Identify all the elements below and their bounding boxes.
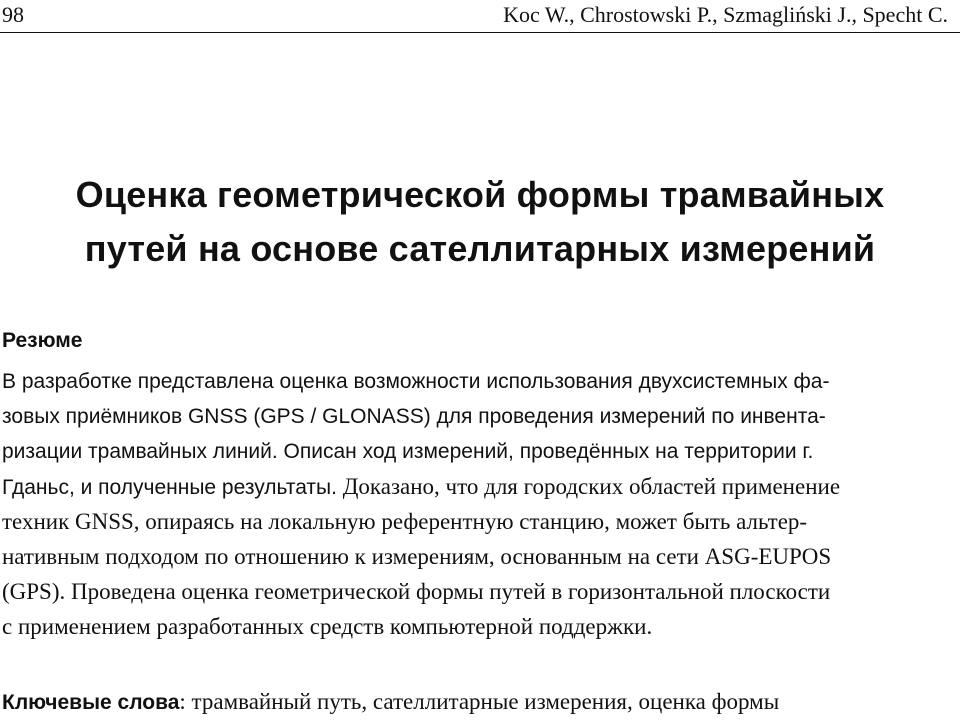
abstract-line-6: нативным подходом по отношению к измерениям, основанным на сети ASG-EUPOS	[2, 544, 832, 569]
page-number: 98	[2, 2, 24, 27]
article-title	[0, 168, 960, 276]
abstract-line-4-start: Гданьс, и полученные результаты.	[2, 476, 337, 499]
abstract-line-4	[2, 469, 958, 504]
keywords-label: Ключевые слова	[2, 691, 180, 714]
abstract-line-4-end: Доказано, что для городских областей применение	[336, 474, 841, 499]
keywords-separator: :	[179, 689, 186, 714]
keywords	[2, 686, 958, 719]
title-line-2: путей на основе сателлитарных измерений	[84, 228, 876, 269]
keywords-text: трамвайный путь, сателлитарные измерения, оценка формы	[185, 689, 780, 714]
header-authors: Koc W., Chrostowski P., Szmagliński J., Specht C.	[503, 2, 948, 27]
title-line-1: Оценка геометрической формы трамвайных	[75, 174, 885, 215]
abstract-line-5: техник GNSS, опираясь на локальную референтную станцию, может быть альтер-	[2, 509, 808, 534]
abstract-line-8: с применением разработанных средств компьютерной поддержки.	[2, 614, 653, 639]
running-header	[0, 0, 960, 33]
abstract-line-2: зовых приёмников GNSS (GPS / GLONASS) для проведения измерений по инвента-	[2, 405, 826, 428]
abstract-body	[2, 364, 958, 644]
abstract-line-7: (GPS). Проведена оценка геометрической формы путей в горизонтальной плоскости	[2, 579, 831, 604]
abstract-line-1: В разработке представлена оценка возможности использования двухсистемных фа-	[2, 370, 830, 393]
abstract-heading: Резюме	[2, 329, 83, 352]
abstract-line-3: ризации трамвайных линий. Описан ход измерений, проведённых на территории г.	[2, 440, 814, 463]
